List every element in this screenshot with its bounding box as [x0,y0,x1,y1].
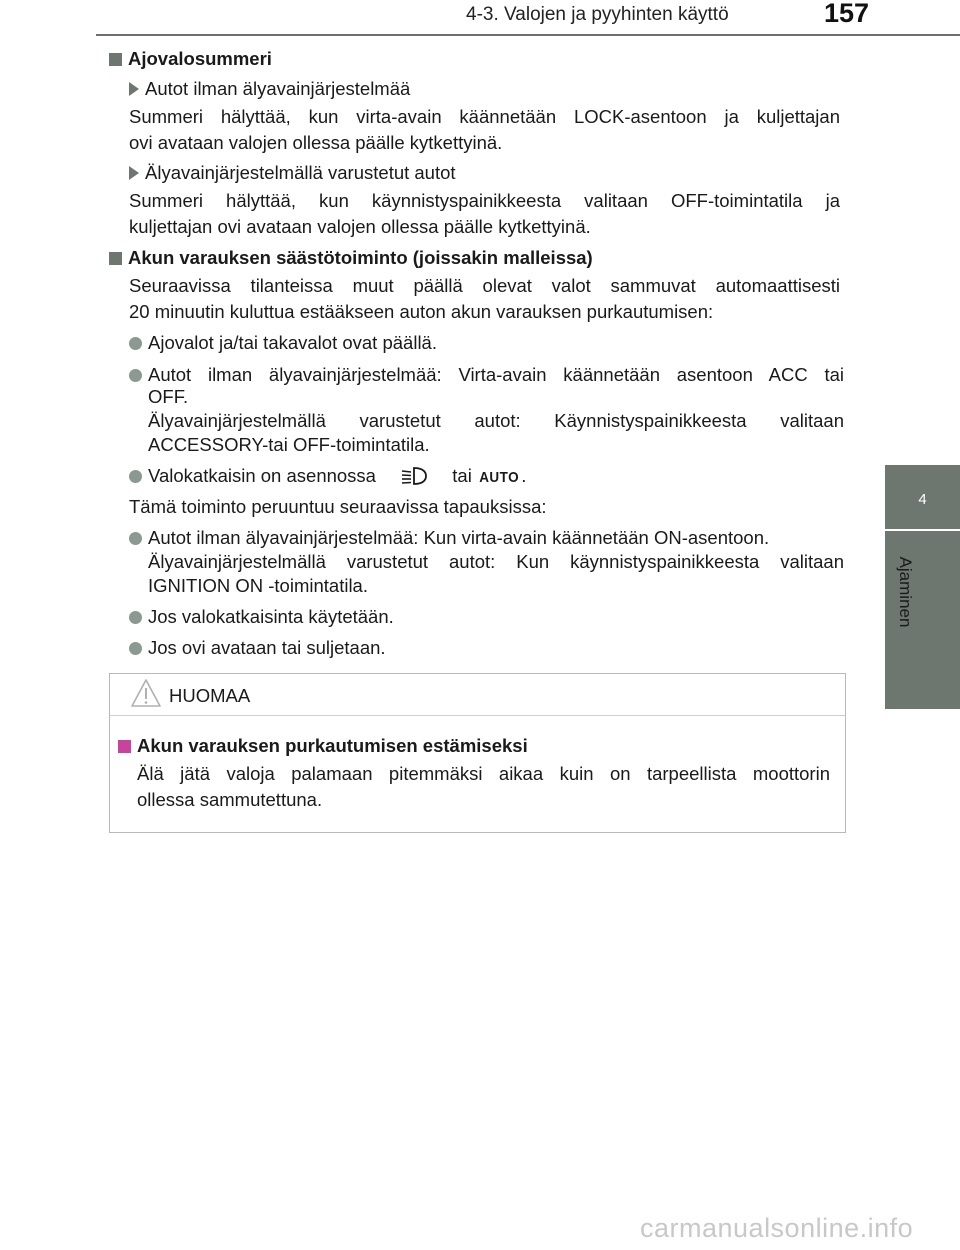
header-rule [96,34,960,36]
list-item-line: Älyavainjärjestelmällä varustetut autot: Kun käynnistyspainikkeesta valitaan [148,551,844,572]
square-bullet-icon [118,740,131,753]
chapter-label: Ajaminen [896,556,915,628]
paragraph-line: kuljettajan ovi avataan valojen ollessa päälle kytkettyinä. [129,216,591,237]
round-bullet-icon [129,611,142,624]
list-item: Autot ilman älyavainjärjestelmää: Kun virta-avain käännetään ON-asentoon. [129,525,769,551]
list-item: Autot ilman älyavainjärjestelmää: Virta-avain käännetään asentoon ACC tai [129,362,844,388]
round-bullet-icon [129,470,142,483]
list-item-line: OFF. [148,386,189,407]
notice-text-line: Älä jätä valoja palamaan pitemmäksi aikaa kuin on tarpeellista moottorin [137,763,830,784]
warning-icon [130,677,162,709]
square-bullet-icon [109,53,122,66]
list-item-line: IGNITION ON -toimintatila. [148,575,368,596]
round-bullet-icon [129,369,142,382]
list-item-line: Älyavainjärjestelmällä varustetut autot: Käynnistyspainikkeesta valitaan [148,410,844,431]
page-header [0,0,960,36]
round-bullet-icon [129,642,142,655]
triangle-bullet-icon [129,82,139,96]
chapter-number-tab[interactable]: 4 [885,465,960,529]
triangle-bullet-icon [129,166,139,180]
section-heading: Akun varauksen säästötoiminto (joissakin malleissa) [109,245,593,271]
round-bullet-icon [129,337,142,350]
page-number: 157 [824,0,870,28]
list-item: Jos valokatkaisinta käytetään. [129,604,394,630]
square-bullet-icon [109,252,122,265]
list-item: Ajovalot ja/tai takavalot ovat päällä. [129,330,437,356]
paragraph-line: 20 minuutin kuluttua estääkseen auton akun varauksen purkautumisen: [129,301,714,322]
section-title: 4-3. Valojen ja pyyhinten käyttö [466,4,729,25]
notice-text-line: ollessa sammutettuna. [137,789,323,810]
notice-title: HUOMAA [169,685,251,706]
paragraph-line: Seuraavissa tilanteissa muut päällä olevat valot sammuvat automaattisesti [129,275,840,296]
paragraph-line: Summeri hälyttää, kun virta-avain käännetään LOCK-asentoon ja kuljettajan [129,106,840,127]
paragraph-line: Tämä toiminto peruuntuu seuraavissa tapauksissa: [129,496,547,517]
headlight-icon [399,465,429,487]
subheading: Autot ilman älyavainjärjestelmää [129,76,410,102]
list-item: Jos ovi avataan tai suljetaan. [129,635,386,661]
notice-item-title: Akun varauksen purkautumisen estämiseksi [118,733,528,759]
list-item: Valokatkaisin on asennossa tai AUTO . [129,463,526,491]
paragraph-line: Summeri hälyttää, kun käynnistyspainikkeesta valitaan OFF-toimintatila ja [129,190,840,211]
auto-icon: AUTO [479,469,519,486]
subheading: Älyavainjärjestelmällä varustetut autot [129,160,456,186]
list-item-line: ACCESSORY-tai OFF-toimintatila. [148,434,430,455]
notice-header [110,674,845,716]
section-heading: Ajovalosummeri [109,46,272,72]
notice-box [109,673,846,833]
paragraph-line: ovi avataan valojen ollessa päälle kytkettyinä. [129,132,503,153]
watermark: carmanualsonline.info [640,1213,914,1243]
round-bullet-icon [129,532,142,545]
